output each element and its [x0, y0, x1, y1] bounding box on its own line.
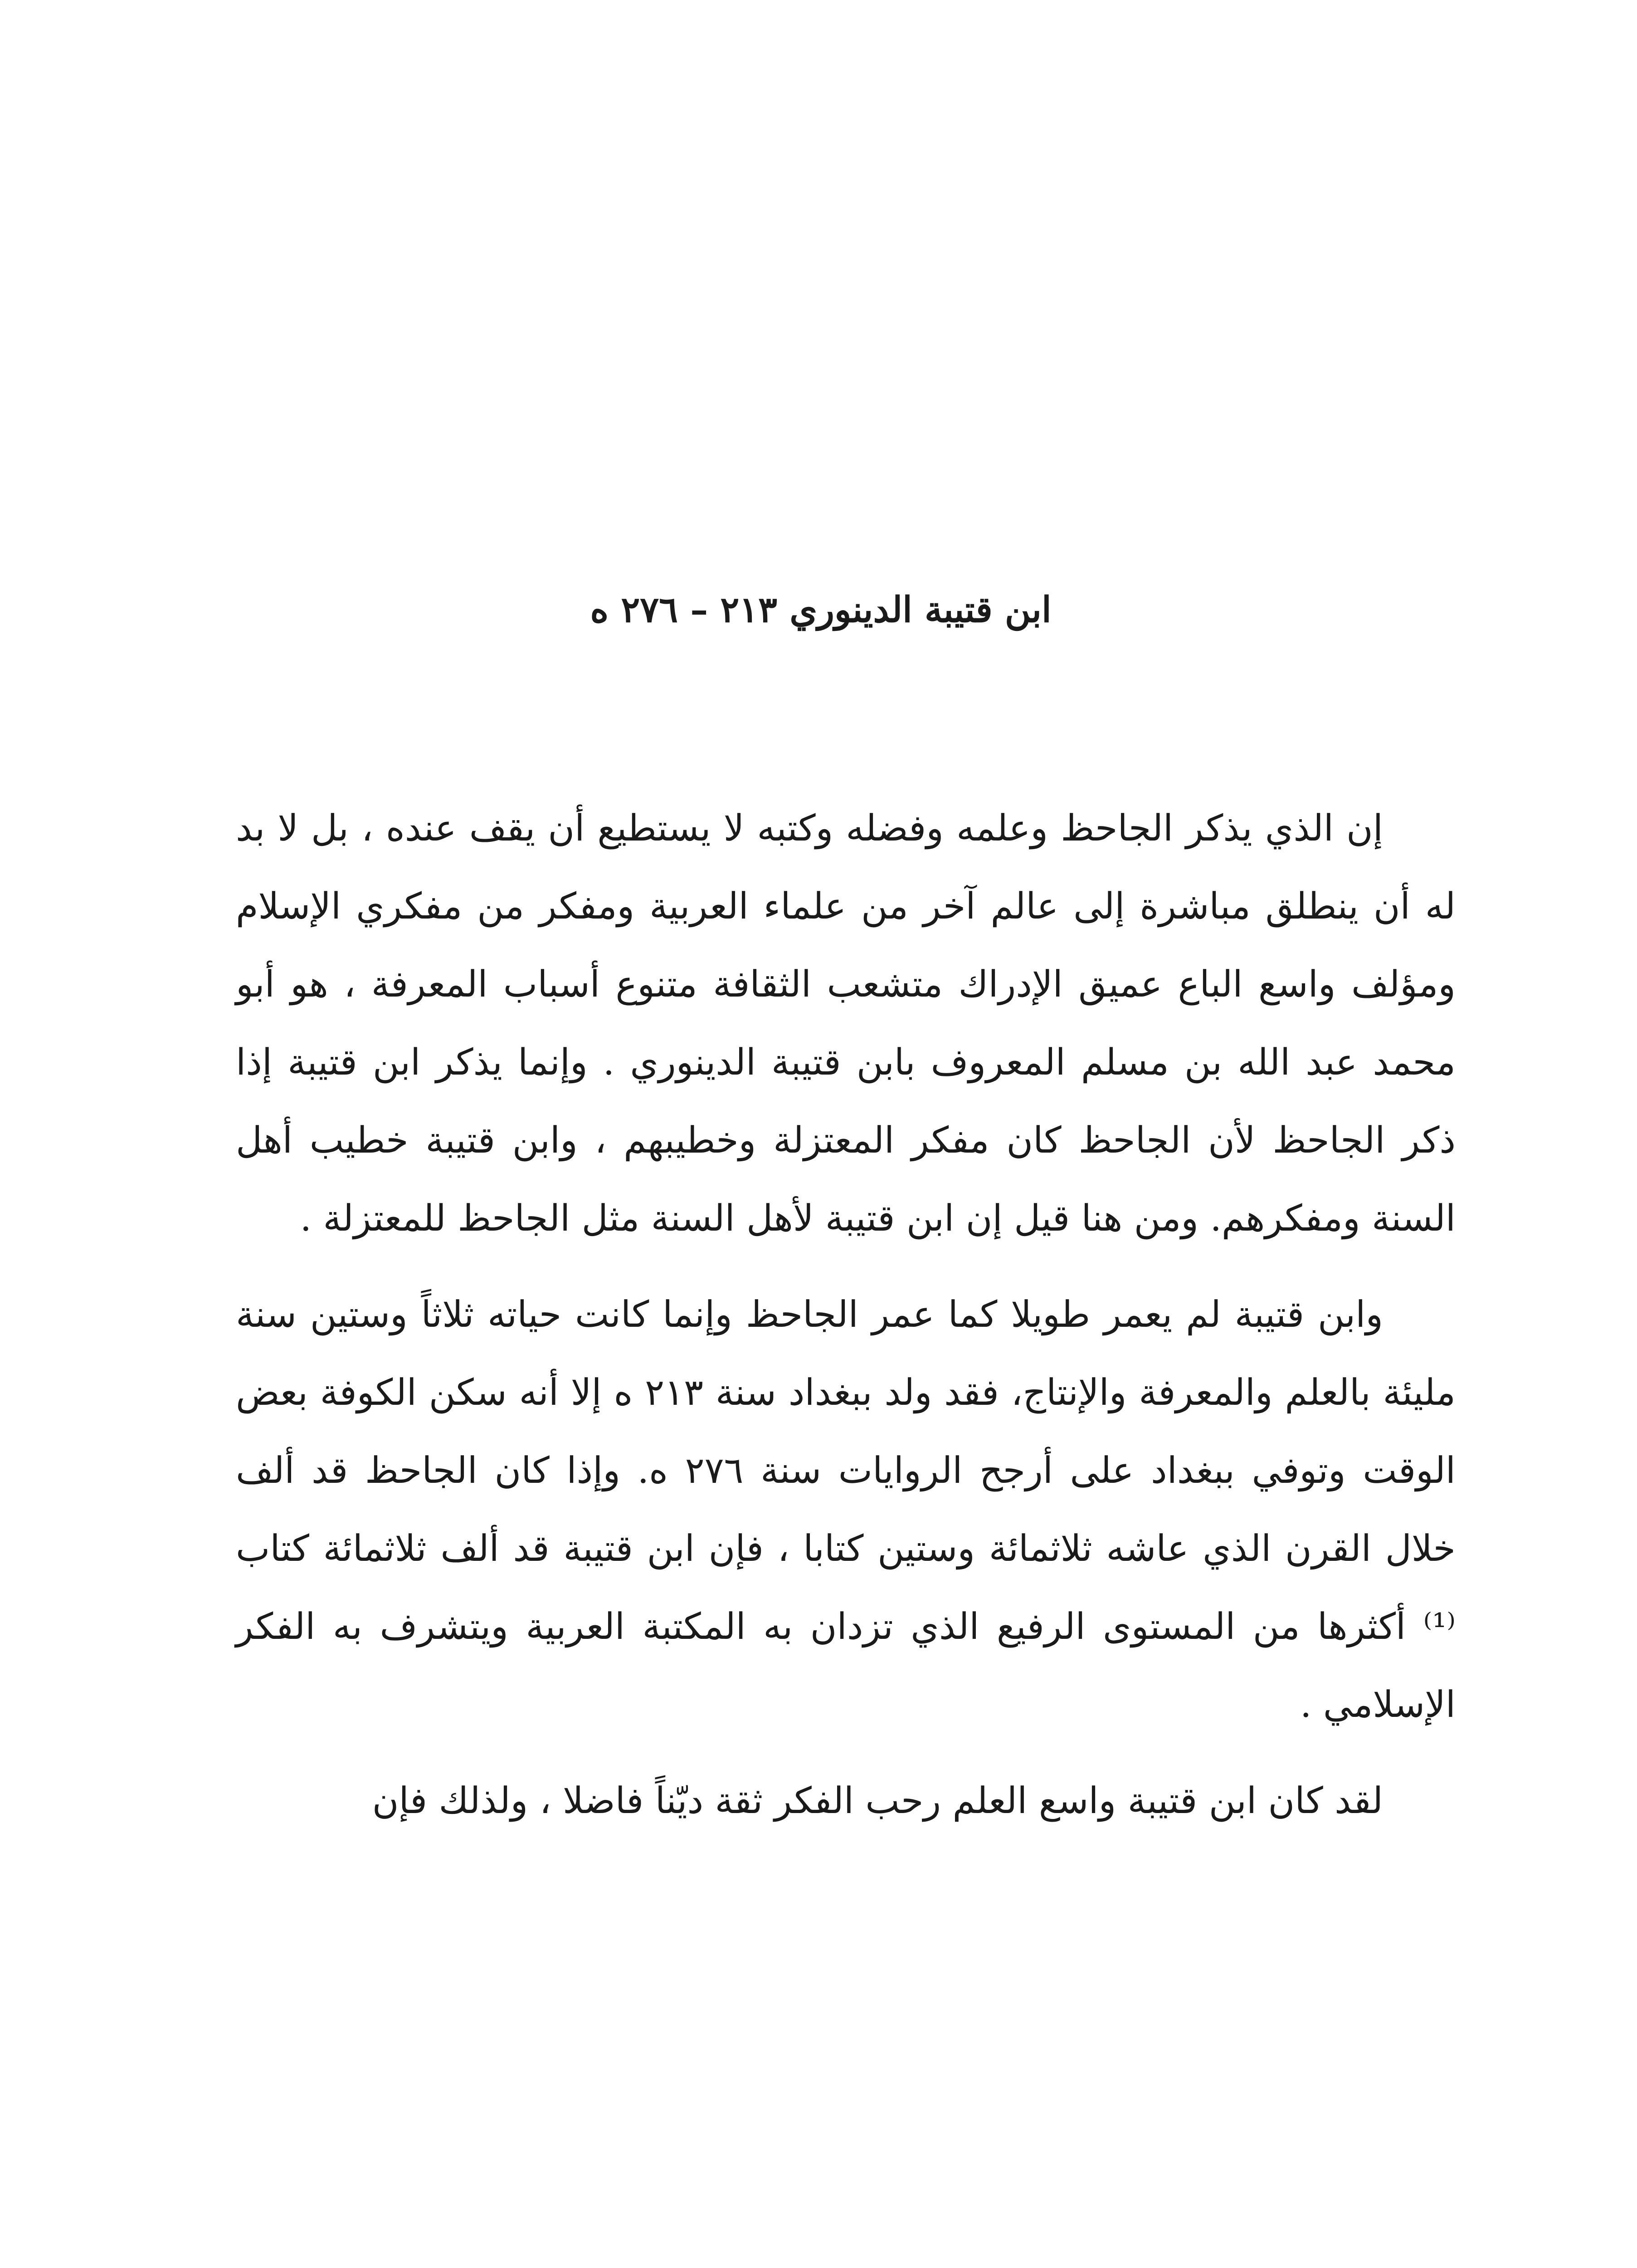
- paragraph-2: وابن قتيبة لم يعمر طويلا كما عمر الجاحظ وإنما كانت حياته ثلاثاً وستين سنة مليئة بالعلم والمعرفة والإنتاج، فقد ولد ببغداد سنة ٢١٣ ه إلا أنه سكن الكوفة بعض الوقت وتوفي ببغداد على أرجح الروايات سنة ٢٧٦ ه. وإذا كان الجاحظ قد ألف خلال القرن الذي عاشه ثلاثمائة وستين كتابا ، فإن ابن قتيبة قد ألف ثلاثمائة كتاب ⁽¹⁾ أكثرها من المستوى الرفيع الذي تزدان به المكتبة العربية ويتشرف به الفكر الإسلامي .: [236, 1293, 1456, 1725]
- paragraph-1: إن الذي يذكر الجاحظ وعلمه وفضله وكتبه لا يستطيع أن يقف عنده ، بل لا بد له أن ينطلق مباشرة إلى عالم آخر من علماء العربية ومفكر من مفكري الإسلام ومؤلف واسع الباع عميق الإدراك متشعب الثقافة متنوع أسباب المعرفة ، هو أبو محمد عبد الله بن مسلم المعروف بابن قتيبة الدينوري . وإنما يذكر ابن قتيبة إذا ذكر الجاحظ لأن الجاحظ كان مفكر المعتزلة وخطيبهم ، وابن قتيبة خطيب أهل السنة ومفكرهم. ومن هنا قيل إن ابن قتيبة لأهل السنة مثل الجاحظ للمعتزلة .: [236, 807, 1456, 1239]
- body-text: [236, 789, 1456, 1840]
- chapter-title: ابن قتيبة الدينوري ٢١٣ – ٢٧٦ ه: [590, 589, 1052, 631]
- paragraph-3: لقد كان ابن قتيبة واسع العلم رحب الفكر ثقة ديّناً فاضلا ، ولذلك فإن: [372, 1779, 1383, 1822]
